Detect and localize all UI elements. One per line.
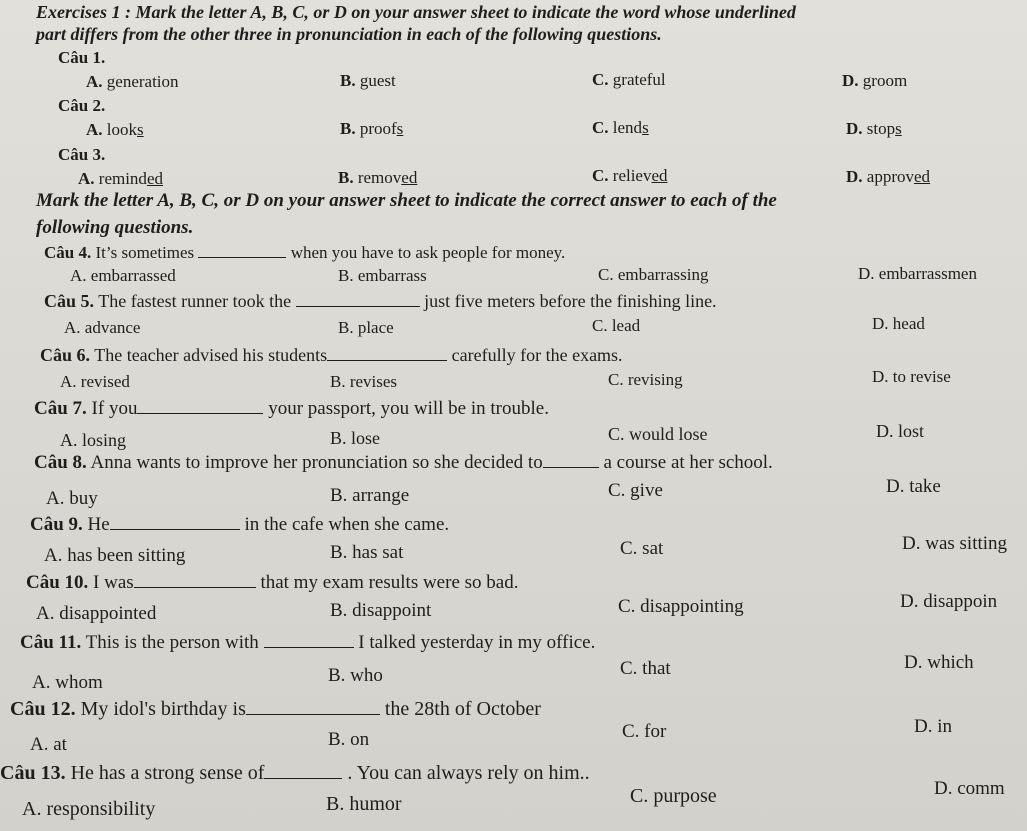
q4-answer-blank [198,242,286,258]
q1-option-b: B. guest [340,71,396,90]
q7-option-a: A. losing [60,430,127,450]
q7-answer-blank [137,398,263,414]
q6-answer-blank [327,345,447,361]
q8-option-a: A. buy [46,488,98,509]
q9-option-a: A. has been sitting [44,545,186,566]
q11-answer-blank [264,632,354,648]
q12-option-d: D. in [914,716,952,737]
q8-option-d: D. take [886,476,941,497]
q6-option-b: B. revises [330,372,398,391]
q9-option-d: D. was sitting [902,533,1008,554]
question-1-number: Câu 1. [58,48,106,67]
q1-option-d: D. groom [842,71,908,90]
q13-option-c: C. purpose [630,785,717,807]
q13-option-a: A. responsibility [22,798,156,820]
q4-option-a: A. embarrassed [70,266,176,285]
q13-option-d: D. comm [934,778,1005,799]
question-13-stem: Câu 13. He has a strong sense of . You can always rely on him.. [0,762,590,784]
q6-option-c: C. revising [608,370,683,389]
q1-option-c: C. grateful [592,70,666,89]
question-7-stem: Câu 7. If you your passport, you will be in trouble. [34,398,549,419]
q4-option-d: D. embarrassmen [858,264,977,283]
question-6-stem: Câu 6. The teacher advised his students carefully for the exams. [40,345,623,365]
q2-option-d: D. stops [846,119,902,138]
q4-option-b: B. embarrass [338,266,427,285]
q7-option-c: C. would lose [608,424,708,444]
exercise2-instruction-line2: following questions. [36,217,194,238]
q3-option-b: B. removed [338,168,418,187]
q5-option-a: A. advance [64,318,141,337]
q2-option-c: C. lends [592,118,649,137]
q11-option-c: C. that [620,658,671,679]
q11-option-d: D. which [904,652,974,673]
q5-answer-blank [296,291,420,307]
q9-answer-blank [110,514,240,530]
q7-option-b: B. lose [330,428,381,448]
q9-option-b: B. has sat [330,542,404,563]
q12-option-c: C. for [622,721,667,742]
question-11-stem: Câu 11. This is the person with I talked yesterday in my office. [20,632,596,653]
q13-option-b: B. humor [326,793,402,815]
question-5-stem: Câu 5. The fastest runner took the just five meters before the finishing line. [44,291,717,311]
question-9-stem: Câu 9. He in the cafe when she came. [30,514,450,535]
q5-option-b: B. place [338,318,394,337]
q11-option-a: A. whom [32,672,103,693]
q10-option-a: A. disappointed [36,603,157,624]
q3-option-c: C. relieved [592,166,668,185]
question-10-stem: Câu 10. I was that my exam results were so bad. [26,572,519,593]
q3-option-d: D. approved [846,167,931,186]
exercise2-instruction-line1: Mark the letter A, B, C, or D on your answer sheet to indicate the correct answer to each of the [36,190,777,211]
q6-option-d: D. to revise [872,367,951,386]
question-12-stem: Câu 12. My idol's birthday is the 28th of October [10,698,541,720]
q2-option-b: B. proofs [340,119,404,138]
q3-option-a: A. reminded [78,169,163,188]
question-4-stem: Câu 4. It’s sometimes when you have to ask people for money. [44,243,566,262]
q12-option-b: B. on [328,729,370,750]
question-2-number: Câu 2. [58,96,106,115]
exercise1-instruction-line2: part differs from the other three in pronunciation in each of the following questions. [36,24,662,44]
question-8-stem: Câu 8. Anna wants to improve her pronunciation so she decided to a course at her school. [34,452,773,473]
exercise1-instruction-line1: Exercises 1 : Mark the letter A, B, C, or D on your answer sheet to indicate the word whose underlined [36,2,796,22]
q5-option-c: C. lead [592,316,641,335]
q2-option-a: A. looks [86,120,144,139]
q10-option-b: B. disappoint [330,600,432,621]
q5-option-d: D. head [872,314,925,333]
question-3-number: Câu 3. [58,145,106,164]
q9-option-c: C. sat [620,538,664,559]
q10-option-d: D. disappoin [900,591,998,612]
q11-option-b: B. who [328,665,383,686]
q8-option-b: B. arrange [330,485,410,506]
q6-option-a: A. revised [60,372,130,391]
q8-answer-blank [543,452,599,468]
q13-answer-blank [264,763,342,779]
q10-answer-blank [134,572,256,588]
q8-option-c: C. give [608,480,663,501]
q12-option-a: A. at [30,734,67,755]
q12-answer-blank [246,699,380,715]
q7-option-d: D. lost [876,421,925,441]
q1-option-a: A. generation [86,72,179,91]
q10-option-c: C. disappointing [618,596,744,617]
q4-option-c: C. embarrassing [598,265,709,284]
